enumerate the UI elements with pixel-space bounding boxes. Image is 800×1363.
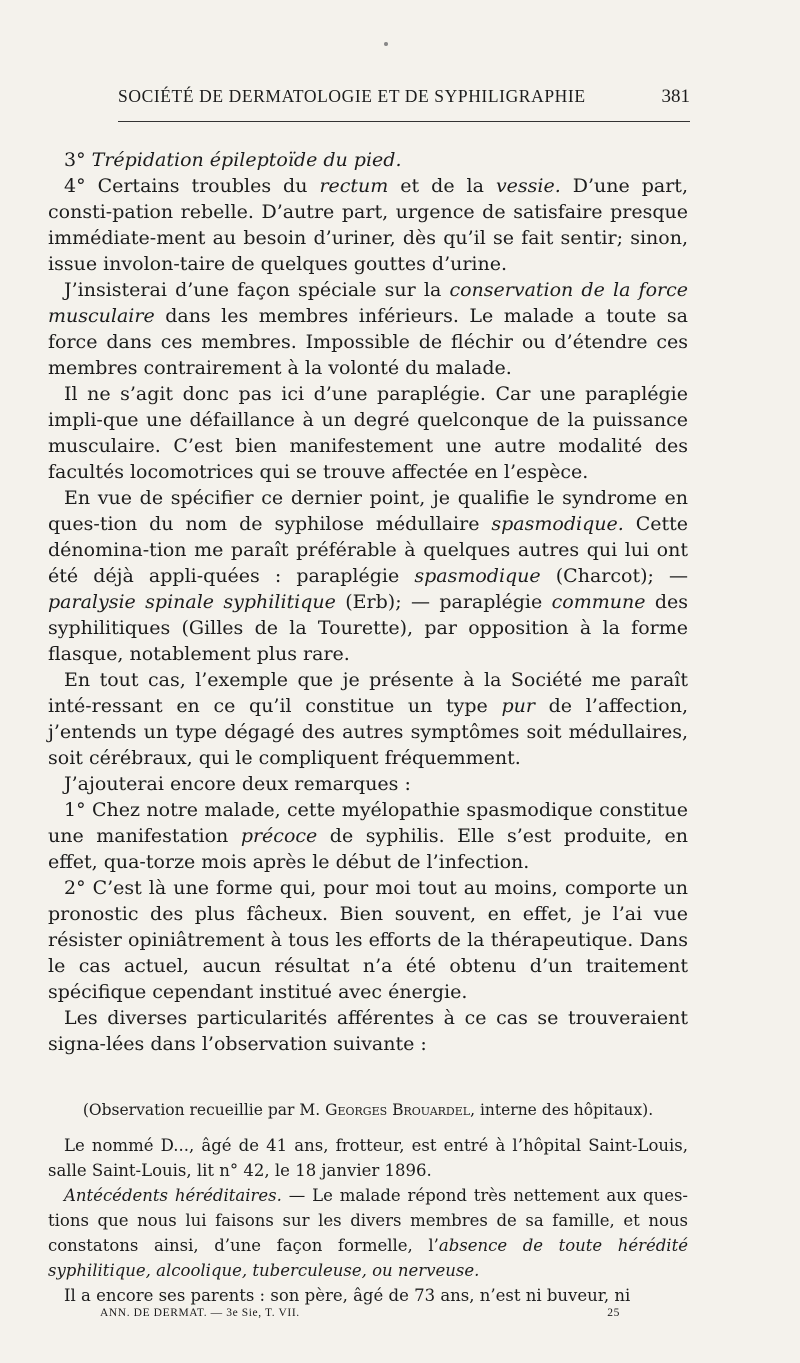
body-text [48,147,688,1308]
text-run: D’une part, consti-pation rebelle. D’autre part, urgence de satisfaire presque immédiate-ment au besoin d’uriner, dès qu’il se fait sentir; sinon, issue involon-taire de quelques gouttes d’urine. [48,175,688,275]
text-run: 4° Certains troubles du [64,175,320,197]
paragraph [48,1005,688,1057]
text-run: de syphilis. Elle s’est produite, en effet, qua-torze mois après le début de l’infection. [48,825,688,873]
paragraph [48,667,688,771]
italic-text: conservation de la force musculaire [48,279,688,327]
text-run: Le nommé D..., âgé de 41 ans, frotteur, est entré à l’hôpital Saint-Louis, salle Saint-Louis, lit n° 42, le 18 janvier 1896. [48,1136,688,1180]
text-run: J’insisterai d’une façon spéciale sur la [64,279,450,301]
text-run: dans les membres inférieurs. Le malade a toute sa force dans ces membres. Impossible de fléchir ou d’étendre ces membres contrairement à la volonté du malade. [48,305,688,379]
paragraph [48,1183,688,1283]
paragraph [48,771,688,797]
paragraph [48,277,688,381]
italic-text: rectum [319,175,389,197]
text-run: J’ajouterai encore deux remarques : [64,773,411,795]
text-run: de l’affection, j’entends un type dégagé des autres symptômes soit médullaires, soit cérébraux, qui le compliquent fréquemment. [48,695,688,769]
paragraph [48,485,688,667]
italic-text: Antécédents héréditaires. [64,1186,282,1205]
footer-signature-number: 25 [607,1307,620,1319]
text-run: Les diverses particularités afférentes à ce cas se trouveraient signa-lées dans l’observation suivante : [48,1007,688,1055]
text-run: (Erb); — paraplégie [335,591,552,613]
text-run: et de la [388,175,496,197]
running-title: SOCIÉTÉ DE DERMATOLOGIE ET DE SYPHILIGRAPHIE [118,86,586,106]
italic-text: vessie. [495,175,561,197]
paragraph [48,147,688,173]
text-run: 2° C’est là une forme qui, pour moi tout au moins, comporte un pronostic des plus fâcheux. Bien souvent, en effet, je l’ai vue résister opiniâtrement à tous les efforts de la thérapeutique. Dans le cas actuel, aucun résultat n’a été obtenu d’un traitement spécifique cependant institué avec énergie. [48,877,688,1003]
running-header [118,86,690,108]
text-run: En vue de spécifier ce dernier point, je qualifie le syndrome en ques-tion du nom de syphilose médullaire [48,487,688,535]
main-paragraphs [48,147,688,1057]
observation-credit-before: (Observation recueillie par M. [82,1101,326,1119]
text-run: — Le malade répond très nettement aux ques-tions que nous lui faisons sur les divers membres de sa famille, et nous constatons ainsi, d’une façon formelle, l’ [48,1186,689,1255]
text-run: Cette dénomina-tion me paraît préférable à quelques autres qui lui ont été déjà appli-quées : paraplégie [48,513,689,587]
footer-signature: ANN. DE DERMAT. — 3e Sie, T. VII. [100,1307,300,1319]
text-run: 3° [64,149,92,171]
text-run: En tout cas, l’exemple que je présente à la Société me paraît inté-ressant en ce qu’il constitue un type [48,669,688,717]
italic-text: spasmodique. [491,513,624,535]
text-run: (Charcot); — [540,565,688,587]
italic-text: Trépidation épileptoïde du pied. [91,149,402,171]
paragraph [48,875,688,1005]
observation-credit-after: , interne des hôpitaux). [470,1101,654,1119]
italic-text: pur [501,695,535,717]
italic-text: précoce [240,825,318,847]
paragraph [48,797,688,875]
header-rule [118,121,690,122]
observation-credit [48,1099,688,1121]
italic-text: paralysie spinale syphilitique [48,591,336,613]
paragraph [48,381,688,485]
ink-speck [384,42,388,46]
page-footer [100,1307,620,1319]
paragraph [48,1133,688,1183]
paragraph [48,1283,688,1308]
italic-text: absence de toute hérédité syphilitique, alcoolique, tuberculeuse, ou nerveuse. [48,1236,688,1280]
page-number: 381 [661,86,690,107]
text-run: Il ne s’agit donc pas ici d’une paraplégie. Car une paraplégie impli-que une défaillance à un degré quelconque de la puissance musculaire. C’est bien manifestement une autre modalité des facultés locomotrices qui se trouve affectée en l’espèce. [48,383,688,483]
italic-text: commune [551,591,646,613]
case-report-paragraphs [48,1133,688,1308]
paragraph [48,173,688,277]
observer-name: Georges Brouardel [325,1101,471,1119]
text-run: Il a encore ses parents : son père, âgé de 73 ans, n’est ni buveur, ni [64,1286,631,1305]
text-run: 1° Chez notre malade, cette myélopathie spasmodique constitue une manifestation [48,799,688,847]
text-run: des syphilitiques (Gilles de la Tourette), par opposition à la forme flasque, notablement plus rare. [48,591,688,665]
italic-text: spasmodique [414,565,541,587]
